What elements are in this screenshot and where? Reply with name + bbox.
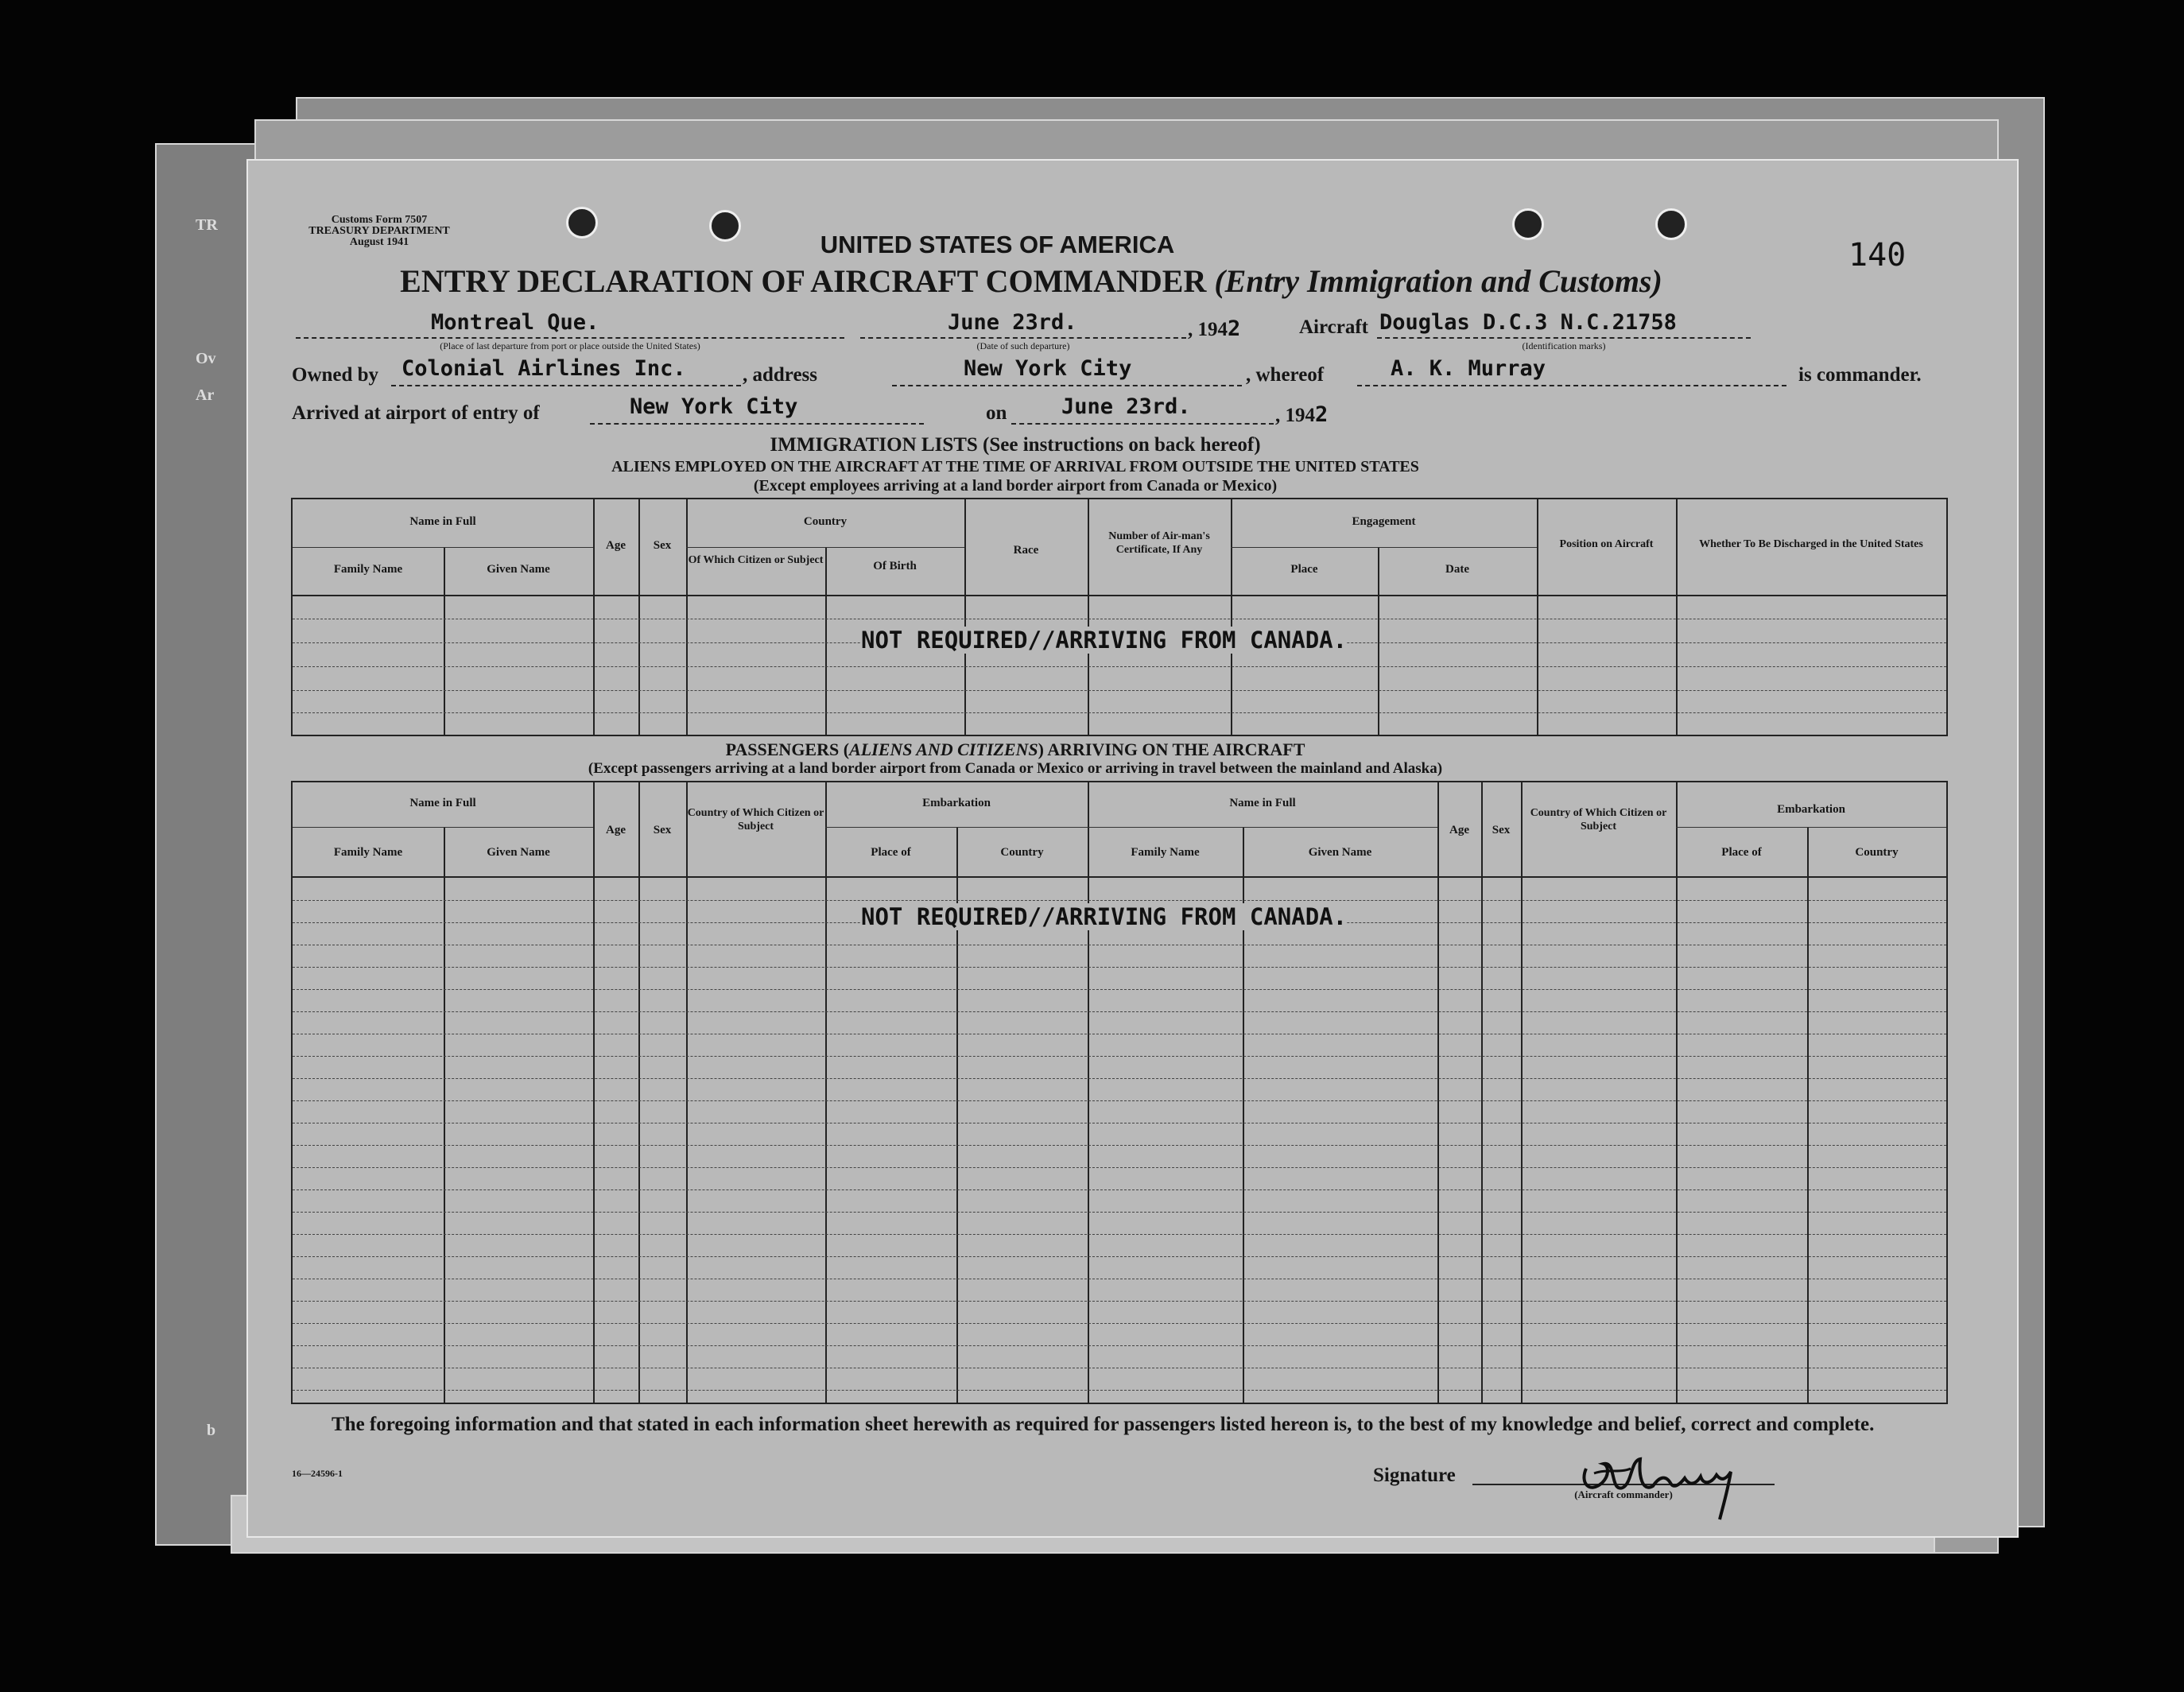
crew-col-position: Position on Aircraft [1559,538,1654,550]
table-row-rule [293,1011,1946,1012]
passenger-table [291,781,1948,1404]
aircraft-label: Aircraft [1299,316,1368,338]
table-row-rule [293,900,1946,901]
passengers-heading-italic: ALIENS AND CITIZENS [849,739,1038,759]
print-code: 16—24596-1 [292,1468,343,1479]
pass-col-citizen-2: Country of Which Citizen or Subject [1530,807,1667,832]
immigration-heading: IMMIGRATION LISTS (See instructions on back hereof) [770,434,1261,456]
arrival-year [1275,402,1328,427]
pass-col-country-2: Country [1855,846,1899,859]
pass-col-embarkation-2: Embarkation [1777,803,1845,816]
crew-col-age: Age [606,539,626,552]
arrival-airport-line [590,423,924,425]
table-row-rule [293,967,1946,968]
departure-date-line [860,337,1186,339]
departure-date: June 23rd. [948,310,1077,335]
arrival-year-prefix: , 194 [1275,405,1315,426]
table-row-rule [293,1256,1946,1257]
aircraft-line [1377,337,1751,339]
crew-col-place: Place [1290,563,1318,576]
departure-year-prefix: , 194 [1188,319,1228,340]
pass-col-given-2: Given Name [1308,846,1372,859]
pass-col-family-2: Family Name [1131,846,1200,859]
aircraft-id: Douglas D.C.3 N.C.21758 [1379,310,1677,335]
passengers-heading [248,739,1783,760]
crew-col-given: Given Name [487,563,550,576]
arrival-label: Arrived at airport of entry of [292,402,540,424]
passenger-stamp: NOT REQUIRED//ARRIVING FROM CANADA. [861,903,1348,930]
signature-image [1572,1437,1747,1524]
page-number: 140 [1848,237,1907,274]
aircraft-caption: (Identification marks) [1522,340,1606,351]
owned-by-label: Owned by [292,364,379,386]
immigration-subheading: ALIENS EMPLOYED ON THE AIRCRAFT AT THE TIME OF ARRIVAL FROM OUTSIDE THE UNITED STATES [611,458,1419,475]
commander-name: A. K. Murray [1391,356,1546,381]
signature-caption: (Aircraft commander) [1574,1488,1673,1500]
arrival-airport: New York City [630,394,798,419]
pass-col-country: Country [1000,846,1044,859]
left-edge-label-4: b [207,1422,216,1439]
owned-by: Colonial Airlines Inc. [401,356,686,381]
arrival-date: June 23rd. [1061,394,1191,419]
table-row-rule [293,1345,1946,1346]
table-row-rule [293,1100,1946,1101]
department: TREASURY DEPARTMENT [308,225,450,237]
table-row-rule [293,1056,1946,1057]
table-row-rule [293,1145,1946,1146]
table-row-rule [293,989,1946,990]
departure-year [1188,316,1240,341]
pass-col-name: Name in Full [409,797,476,809]
crew-col-discharged: Whether To Be Discharged in the United States [1699,538,1923,550]
pass-col-place-2: Place of [1721,846,1762,859]
crew-col-sex: Sex [653,539,672,552]
crew-col-birth: Of Birth [873,560,917,572]
immigration-note: (Except employees arriving at a land border airport from Canada or Mexico) [753,477,1278,495]
pass-col-place: Place of [871,846,911,859]
passengers-note: (Except passengers arriving at a land border airport from Canada or Mexico or arriving in travel between the mainland and Alaska) [588,760,1443,777]
pass-col-citizen: Country of Which Citizen or Subject [687,807,824,832]
crew-col-date: Date [1445,563,1469,576]
crew-col-race: Race [1013,544,1039,557]
pass-col-age: Age [606,824,626,836]
form-date: August 1941 [349,236,409,248]
passengers-heading-pre: PASSENGERS ( [725,739,850,759]
certification-text: The foregoing information and that stated in each information sheet herewith as required for passengers listed hereon is, to the best of my knowledge and belief, correct and complete. [332,1414,1875,1435]
arrival-on-label: on [986,402,1007,424]
arrival-date-line [1011,423,1274,425]
pass-col-sex-2: Sex [1492,824,1511,836]
pass-col-given: Given Name [487,846,550,859]
crew-col-country: Country [803,515,848,528]
departure-place-line [296,337,844,339]
owned-by-line [391,385,741,386]
departure-place-caption: (Place of last departure from port or place outside the United States) [440,340,700,351]
crew-table [291,498,1948,736]
pass-col-age-2: Age [1449,824,1469,836]
left-edge-label-3: Ar [196,386,215,404]
address-line [892,385,1242,386]
left-edge-label-1: TR [196,216,218,234]
table-row-rule [293,1301,1946,1302]
table-row-rule [293,1390,1946,1391]
address-label: , address [743,364,818,386]
pass-col-sex: Sex [653,824,672,836]
table-row-rule [293,1189,1946,1190]
country-heading: UNITED STATES OF AMERICA [820,231,1175,258]
pass-col-family: Family Name [333,846,403,859]
departure-date-caption: (Date of such departure) [976,340,1070,351]
pass-col-embarkation: Embarkation [922,797,991,809]
form-title [248,262,1814,300]
crew-col-citizen: Of Which Citizen or Subject [688,554,824,566]
whereof-label: , whereof [1246,364,1325,386]
commander-line [1357,385,1786,386]
pass-col-name-2: Name in Full [1229,797,1296,809]
owner-address: New York City [964,356,1132,381]
table-row-rule [293,1323,1946,1324]
table-row-rule [293,1167,1946,1168]
passengers-heading-post: ) ARRIVING ON THE AIRCRAFT [1038,739,1305,759]
crew-col-family: Family Name [333,563,403,576]
crew-col-certificate: Number of Air-man's Certificate, If Any [1108,530,1210,556]
form-number: Customs Form 7507 [331,214,428,226]
table-row-rule [293,1078,1946,1079]
crew-stamp: NOT REQUIRED//ARRIVING FROM CANADA. [861,627,1348,654]
crew-col-name: Name in Full [409,515,476,528]
table-row-rule [293,1212,1946,1213]
left-edge-label-2: Ov [196,350,216,367]
form-page [246,159,2019,1538]
arrival-year-digit: 2 [1315,402,1329,427]
signature-label: Signature [1373,1465,1456,1486]
commander-suffix: is commander. [1798,364,1922,386]
departure-place: Montreal Que. [431,310,599,335]
form-title-main: ENTRY DECLARATION OF AIRCRAFT COMMANDER [400,263,1207,299]
form-title-italic: (Entry Immigration and Customs) [1214,263,1662,299]
departure-year-digit: 2 [1228,316,1241,341]
crew-col-engagement: Engagement [1352,515,1416,528]
table-row-rule [293,1234,1946,1235]
